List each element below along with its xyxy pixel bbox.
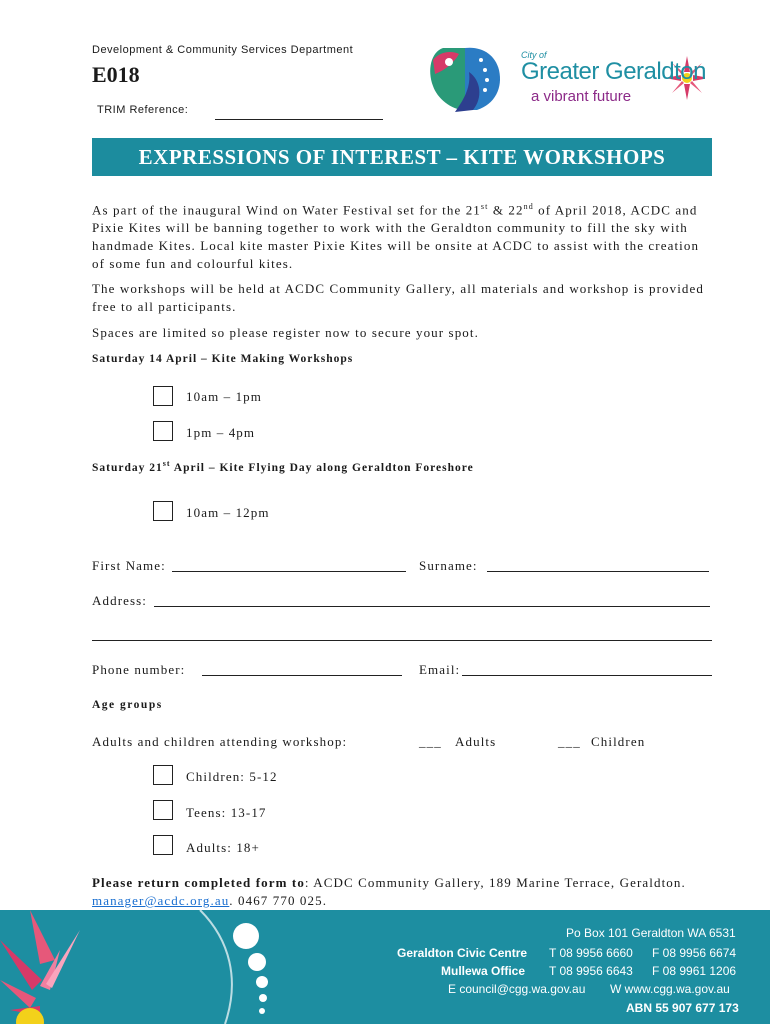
footer-mullewa-fax: F 08 9961 1206	[652, 964, 737, 978]
footer-email[interactable]: E council@cgg.wa.gov.au	[448, 982, 586, 996]
address-field-line-1[interactable]	[154, 605, 710, 607]
footer-mullewa-label: Mullewa Office	[441, 964, 526, 978]
attending-label: Adults and children attending workshop:	[92, 734, 348, 749]
session-1-option-1-checkbox[interactable]	[153, 386, 173, 406]
first-name-field[interactable]	[172, 570, 406, 572]
footer-civic-label: Geraldton Civic Centre	[397, 946, 528, 960]
return-instructions: Please return completed form to: ACDC Community Gallery, 189 Marine Terrace, Geraldton. manager@acdc.org.au. 0467 770 025.	[92, 875, 686, 908]
footer-abn: ABN 55 907 677 173	[626, 1001, 739, 1015]
email-field[interactable]	[462, 674, 712, 676]
footer	[0, 910, 770, 1024]
footer-mullewa-phone: T 08 9956 6643	[549, 964, 633, 978]
return-email-link[interactable]: manager@acdc.org.au	[92, 893, 230, 908]
age-groups-heading: Age groups	[92, 699, 163, 711]
session-1-heading: Saturday 14 April – Kite Making Workshops	[92, 353, 354, 365]
session-1-option-2-label: 1pm – 4pm	[186, 425, 256, 440]
adults-label: Adults	[455, 734, 497, 749]
email-label: Email:	[419, 662, 461, 677]
first-name-label: First Name:	[92, 558, 166, 573]
age-teens-label: Teens: 13-17	[186, 805, 267, 820]
children-count-field[interactable]: ___	[558, 734, 581, 749]
session-1-option-1-label: 10am – 1pm	[186, 389, 262, 404]
age-teens-checkbox[interactable]	[153, 800, 173, 820]
adults-count-field[interactable]: ___	[419, 734, 442, 749]
age-children-label: Children: 5-12	[186, 769, 278, 784]
form-code: E018	[92, 62, 140, 87]
intro-paragraph-3: Spaces are limited so please register now to secure your spot.	[92, 325, 479, 340]
trim-reference-label: TRIM Reference:	[97, 104, 189, 116]
phone-field[interactable]	[202, 674, 402, 676]
session-2-option-1-checkbox[interactable]	[153, 501, 173, 521]
address-field-line-2[interactable]	[92, 639, 712, 641]
city-logo	[425, 40, 705, 120]
session-2-heading: Saturday 21st April – Kite Flying Day along Geraldton Foreshore	[92, 459, 474, 474]
footer-website[interactable]: W www.cgg.wa.gov.au	[610, 982, 730, 996]
children-label: Children	[591, 734, 646, 749]
logo-name: Greater Geraldton	[521, 58, 706, 85]
age-adults-checkbox[interactable]	[153, 835, 173, 855]
footer-civic-fax: F 08 9956 6674	[652, 946, 737, 960]
logo-city-of: City of	[521, 50, 547, 60]
intro-paragraph-1: As part of the inaugural Wind on Water Festival set for the 21st & 22nd of April 2018, ACDC and Pixie Kites will be banning together to work with the Geraldton community to fill the sky with handmade Kites. Local kite master Pixie Kites will be onsite at ACDC to assist with the creation of some fun and colourful kites.	[92, 202, 700, 272]
department-label: Development & Community Services Department	[92, 44, 354, 56]
age-children-checkbox[interactable]	[153, 765, 173, 785]
surname-label: Surname:	[419, 558, 478, 573]
address-label: Address:	[92, 593, 148, 608]
footer-po-box: Po Box 101 Geraldton WA 6531	[566, 926, 736, 940]
phone-label: Phone number:	[92, 662, 186, 677]
trim-reference-field[interactable]	[215, 118, 383, 120]
session-2-option-1-label: 10am – 12pm	[186, 505, 270, 520]
footer-flower-graphic	[0, 910, 300, 1024]
intro-paragraph-2: The workshops will be held at ACDC Community Gallery, all materials and workshop is provided free to all participants.	[92, 281, 704, 314]
page-title: EXPRESSIONS OF INTEREST – KITE WORKSHOPS	[92, 138, 712, 176]
footer-civic-phone: T 08 9956 6660	[549, 946, 633, 960]
session-1-option-2-checkbox[interactable]	[153, 421, 173, 441]
logo-tagline: a vibrant future	[531, 88, 632, 105]
surname-field[interactable]	[487, 570, 709, 572]
age-adults-label: Adults: 18+	[186, 840, 260, 855]
